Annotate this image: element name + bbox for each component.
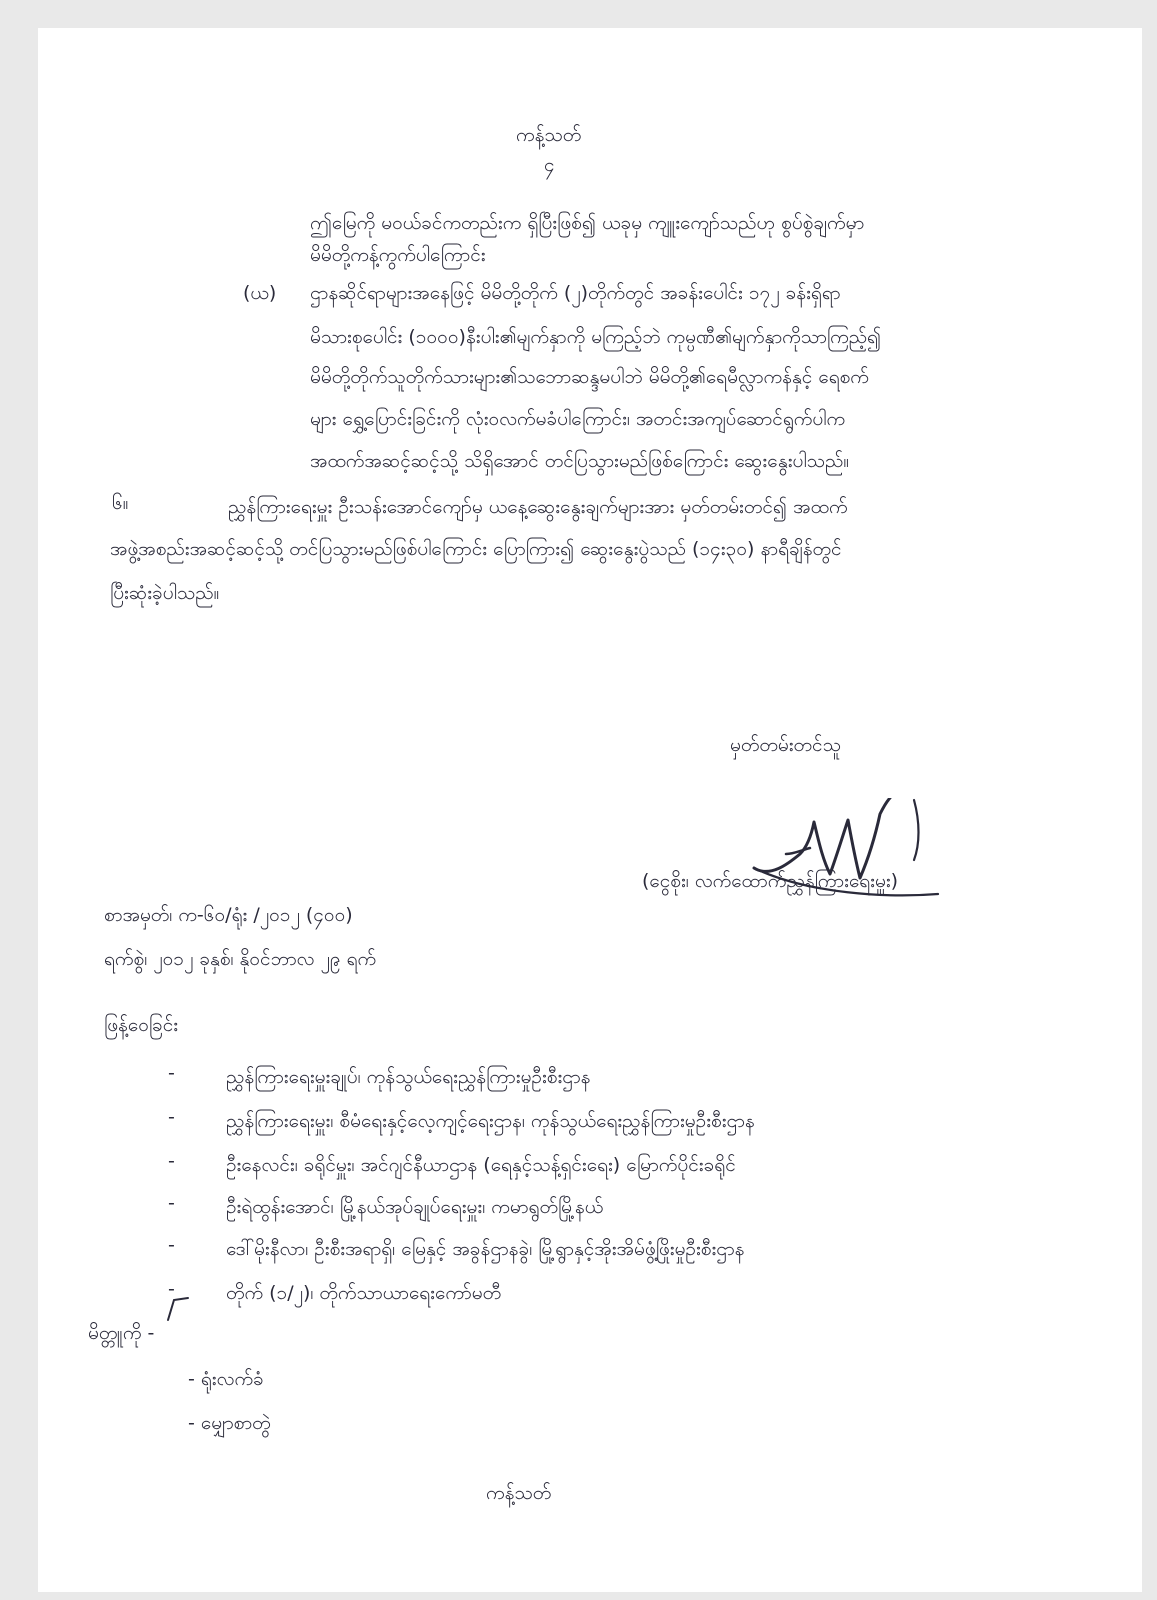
page-number: ၄ — [544, 154, 555, 176]
letter-date: ရက်စွဲ၊ ၂၀၁၂ ခုနှစ်၊ နိုဝင်ဘာလ ၂၉ ရက် — [104, 948, 377, 970]
paragraph-line: အထက်အဆင့်ဆင့်သို့ သိရှိအောင် တင်ပြသွားမည်ဖြစ်ကြောင်း ဆွေးနွေးပါသည်။ — [310, 450, 850, 472]
distribution-item: ဒေါ်မိုးနီလာ၊ ဦးစီးအရာရှိ၊ မြေနှင့် အခွန်ဌာနခွဲ၊ မြို့ရွာနှင့်အိုးအိမ်ဖွံ့ဖြိုးမှုဦးစီးဌာန — [226, 1238, 745, 1260]
signature-label: မှတ်တမ်းတင်သူ — [730, 734, 841, 756]
distribution-item: တိုက် (၁/၂)၊ တိုက်သာယာရေးကော်မတီ — [226, 1282, 502, 1304]
bullet-dash: - — [168, 1234, 175, 1256]
paragraph-line: မိမိတို့တိုက်သူတိုက်သားများ၏သဘောဆန္ဒမပါဘဲ မိမိတို့၏ရေမီလ္လာကန်နှင့် ရေစက် — [310, 366, 869, 388]
paragraph-line: ဤမြေကို မဝယ်ခင်ကတည်းက ရှိပြီးဖြစ်၍ ယခုမှ ကျူးကျော်သည်ဟု စွပ်စွဲချက်မှာ — [310, 212, 865, 234]
document-page — [38, 28, 1142, 1592]
header-classification: ကန့်သတ် — [516, 124, 582, 146]
copies-heading: မိတ္တူကို - — [88, 1322, 155, 1344]
copy-item: - မျှောစာတွဲ — [188, 1412, 271, 1434]
bullet-dash: - — [168, 1106, 175, 1128]
paragraph-line: ပြီးဆုံးခဲ့ပါသည်။ — [110, 582, 220, 604]
item-label: (ယ) — [243, 282, 277, 304]
bullet-dash: - — [168, 1150, 175, 1172]
bullet-dash: - — [168, 1278, 175, 1300]
section-number: ၆။ — [112, 492, 129, 514]
copy-item: - ရုံးလက်ခံ — [188, 1368, 264, 1390]
paragraph-line: အဖွဲ့အစည်းအဆင့်ဆင့်သို့ တင်ပြသွားမည်ဖြစ်ပါကြောင်း ပြောကြား၍ ဆွေးနွေးပွဲသည် (၁၄း၃၀) နာရီချိန်တွင် — [110, 538, 842, 560]
paragraph-line: ဌာနဆိုင်ရာများအနေဖြင့် မိမိတို့တိုက် (၂)တိုက်တွင် အခန်းပေါင်း ၁၇၂ ခန်းရှိရာ — [310, 282, 841, 304]
distribution-item: ဦးရဲထွန်းအောင်၊ မြို့နယ်အုပ်ချုပ်ရေးမှူး၊ ကမာရွတ်မြို့နယ် — [226, 1196, 604, 1218]
distribution-heading: ဖြန့်ဝေခြင်း — [104, 1014, 179, 1036]
distribution-item: ဦးနေလင်း၊ ခရိုင်မှူး၊ အင်ဂျင်နီယာဌာန (ရေနှင့်သန့်ရှင်းရေး) မြောက်ပိုင်းခရိုင် — [226, 1154, 736, 1176]
paragraph-line: မိမိတို့ကန့်ကွက်ပါကြောင်း — [310, 244, 486, 266]
footer-classification: ကန့်သတ် — [486, 1482, 552, 1504]
paragraph-line: ညွှန်ကြားရေးမှူး ဦးသန်းအောင်ကျော်မှ ယနေ့ဆွေးနွေးချက်များအား မှတ်တမ်းတင်၍ အထက် — [228, 496, 848, 518]
signatory-name: (ငွေစိုး၊ လက်ထောက်ညွှန်ကြားရေးမှူး) — [642, 870, 899, 892]
paragraph-line: များ ရွှေ့ပြောင်းခြင်းကို လုံးဝလက်မခံပါကြောင်း၊ အတင်းအကျပ်ဆောင်ရွက်ပါက — [310, 408, 846, 430]
bullet-dash: - — [168, 1062, 175, 1084]
bullet-dash: - — [168, 1192, 175, 1214]
distribution-item: ညွှန်ကြားရေးမှူးချုပ်၊ ကုန်သွယ်ရေးညွှန်ကြားမှုဦးစီးဌာန — [226, 1066, 591, 1088]
distribution-item: ညွှန်ကြားရေးမှူး၊ စီမံရေးနှင့်လေ့ကျင့်ရေးဌာန၊ ကုန်သွယ်ရေးညွှန်ကြားမှုဦးစီးဌာန — [226, 1110, 755, 1132]
letter-number: စာအမှတ်၊ က-၆၀/ရုံး /၂၀၁၂ (၄၀၀) — [104, 904, 353, 926]
paragraph-line: မိသားစုပေါင်း (၁၀၀၀)နီးပါး၏မျက်နှာကို မကြည့်ဘဲ ကုမ္ပဏီ၏မျက်နှာကိုသာကြည့်၍ — [310, 326, 882, 348]
